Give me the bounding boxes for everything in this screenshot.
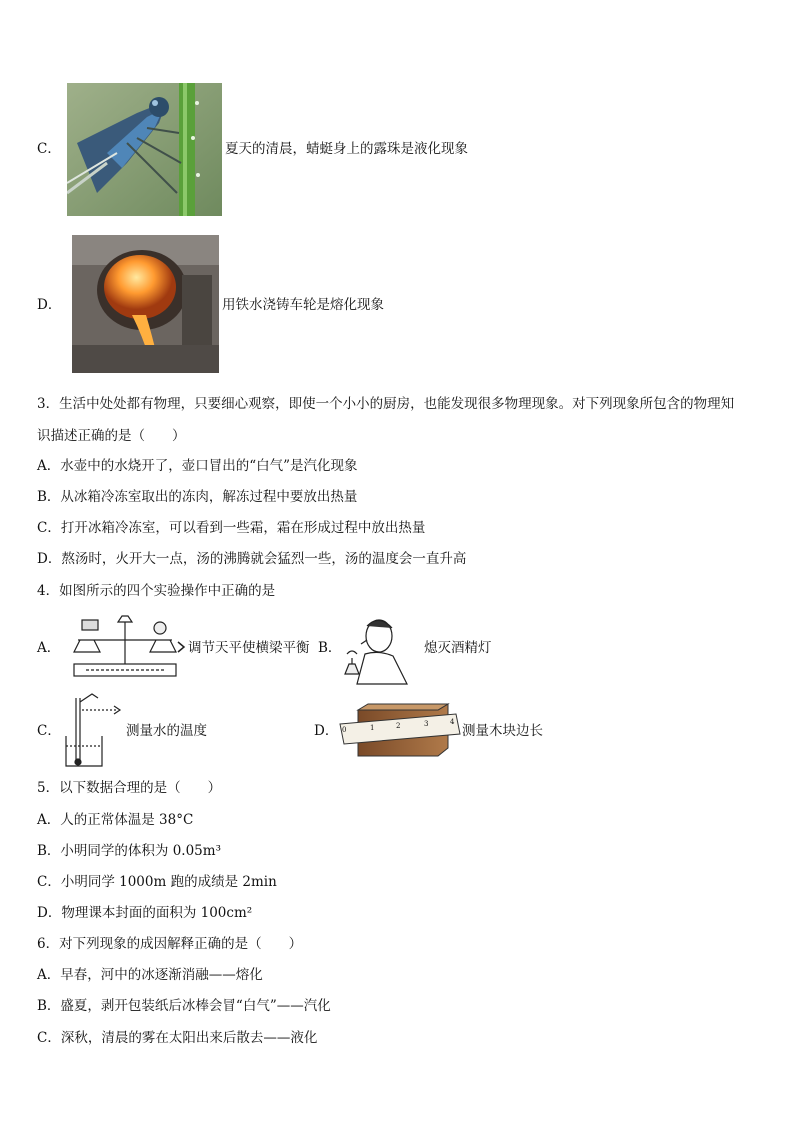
q6-stem: 6．对下列现象的成因解释正确的是（ ） (37, 936, 303, 952)
ruler-block-figure (338, 702, 462, 760)
ruler-tick-2: 2 (396, 722, 401, 730)
q5-option-b: B．小明同学的体积为 0.05m³ (37, 843, 221, 859)
q2-option-d-caption: 用铁水浇铸车轮是熔化现象 (222, 297, 384, 313)
q4-option-d-caption: 测量木块边长 (462, 723, 543, 739)
q4-option-a-caption: 调节天平使横梁平衡 (188, 640, 310, 656)
q4-option-b-letter: B． (318, 640, 342, 656)
q5-stem: 5．以下数据合理的是（ ） (37, 780, 222, 796)
q4-option-d-letter: D． (314, 723, 339, 739)
q3-option-b: B．从冰箱冷冻室取出的冻肉，解冻过程中要放出热量 (37, 489, 358, 505)
ruler-tick-3: 3 (424, 720, 429, 728)
molten-iron-photo (72, 235, 219, 373)
q2-option-c-caption: 夏天的清晨，蜻蜓身上的露珠是液化现象 (225, 141, 468, 157)
ruler-tick-4: 4 (450, 718, 455, 726)
q4-option-c-caption: 测量水的温度 (126, 723, 207, 739)
arrow-icon (176, 640, 188, 654)
q3-option-d: D．熬汤时，火开大一点，汤的沸腾就会猛烈一些，汤的温度会一直升高 (37, 551, 467, 567)
q6-option-c: C．深秋，清晨的雾在太阳出来后散去——液化 (37, 1030, 318, 1046)
q4-option-a-letter: A． (37, 640, 61, 656)
ruler-tick-1: 1 (370, 724, 375, 732)
q6-option-a: A．早春，河中的冰逐渐消融——熔化 (37, 967, 263, 983)
ruler-tick-0: 0 (342, 726, 347, 734)
q4-stem: 4．如图所示的四个实验操作中正确的是 (37, 583, 276, 599)
q6-option-b: B．盛夏，剥开包装纸后冰棒会冒“白气”——汽化 (37, 998, 331, 1014)
q5-option-c: C．小明同学 1000m 跑的成绩是 2min (37, 874, 277, 890)
q3-stem-line1: 3．生活中处处都有物理，只要细心观察，即使一个小小的厨房，也能发现很多物理现象。对下列现象所包含的物理知 (37, 396, 735, 412)
balance-figure (66, 612, 184, 680)
q2-option-d-letter: D． (37, 297, 62, 313)
q3-option-c: C．打开冰箱冷冻室，可以看到一些霜，霜在形成过程中放出热量 (37, 520, 426, 536)
q2-option-c-letter: C． (37, 141, 61, 157)
q3-stem-line2: 识描述正确的是（ ） (37, 428, 186, 444)
q3-option-a: A．水壶中的水烧开了，壶口冒出的“白气”是汽化现象 (37, 458, 358, 474)
dragonfly-photo (67, 83, 222, 216)
person-blowing-lamp-figure (337, 614, 413, 686)
q5-option-d: D．物理课本封面的面积为 100cm² (37, 905, 253, 921)
q5-option-a: A．人的正常体温是 38°C (37, 812, 194, 828)
thermometer-beaker-figure (62, 690, 126, 770)
q4-option-c-letter: C． (37, 723, 61, 739)
q4-option-b-caption: 熄灭酒精灯 (424, 640, 492, 656)
